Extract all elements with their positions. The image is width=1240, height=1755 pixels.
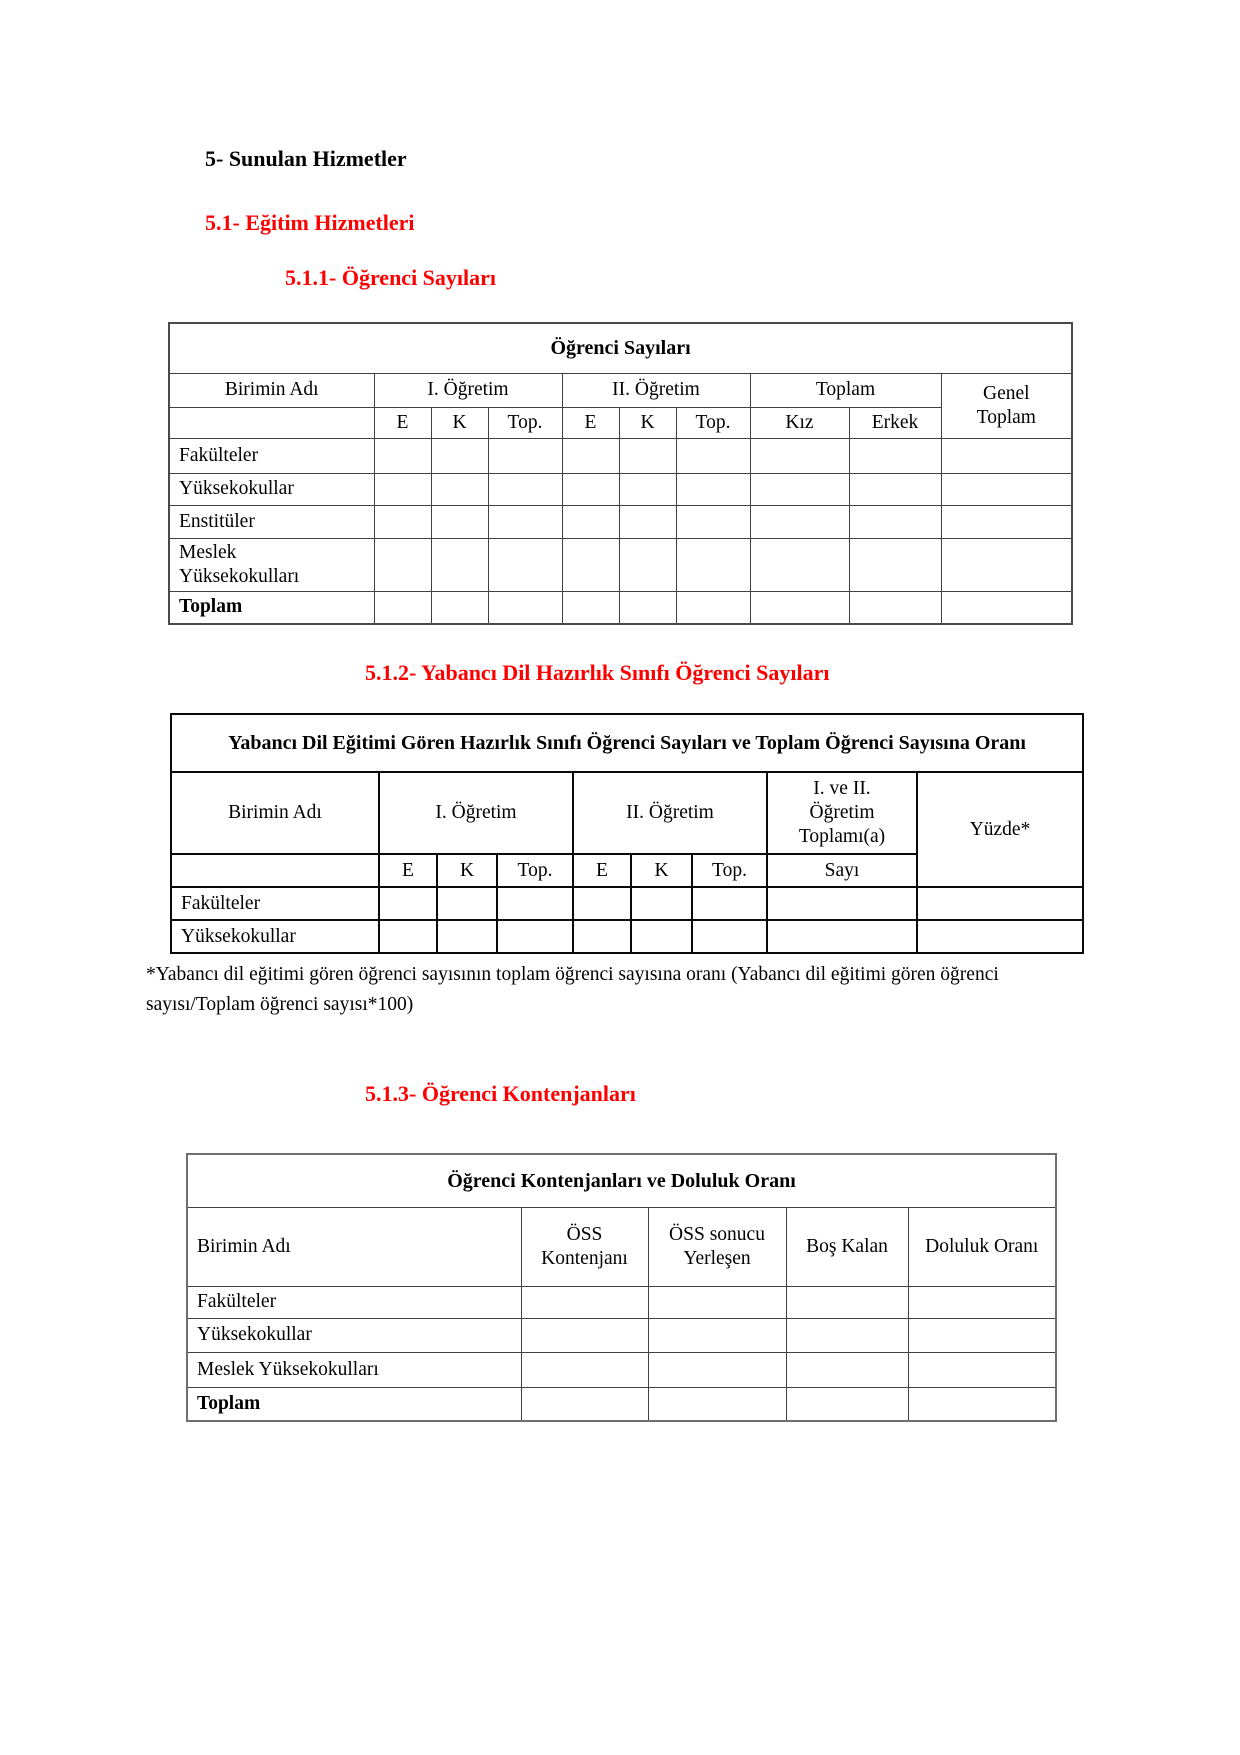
i-ve-ii-toplami-label: I. ve II. Öğretim Toplamı(a) xyxy=(798,778,886,847)
row-label: Yüksekokullar xyxy=(187,1318,521,1352)
column-header-top: Top. xyxy=(676,407,750,438)
empty-cell xyxy=(941,473,1072,505)
empty-cell xyxy=(941,591,1072,624)
table-title-row xyxy=(171,714,1083,772)
column-header-i-ve-ii-toplami xyxy=(767,772,917,854)
empty-cell xyxy=(431,538,488,591)
table-row xyxy=(171,887,1083,920)
column-header-doluluk-orani: Doluluk Oranı xyxy=(908,1207,1056,1286)
empty-cell xyxy=(169,407,374,438)
empty-cell xyxy=(750,591,849,624)
empty-cell xyxy=(676,438,750,473)
empty-cell xyxy=(488,473,562,505)
column-header-e: E xyxy=(573,854,631,887)
column-group-i-ogretim: I. Öğretim xyxy=(379,772,573,854)
empty-cell xyxy=(488,505,562,538)
empty-cell xyxy=(521,1352,648,1387)
empty-cell xyxy=(676,591,750,624)
column-header-k: K xyxy=(619,407,676,438)
empty-cell xyxy=(562,473,619,505)
empty-cell xyxy=(437,920,497,953)
empty-cell xyxy=(562,591,619,624)
empty-cell xyxy=(562,538,619,591)
table-title-row xyxy=(169,323,1072,373)
empty-cell xyxy=(750,473,849,505)
empty-cell xyxy=(619,591,676,624)
column-header-e: E xyxy=(379,854,437,887)
empty-cell xyxy=(497,887,573,920)
table-title: Öğrenci Kontenjanları ve Doluluk Oranı xyxy=(187,1154,1056,1207)
empty-cell xyxy=(488,591,562,624)
empty-cell xyxy=(692,920,767,953)
empty-cell xyxy=(750,505,849,538)
empty-cell xyxy=(431,505,488,538)
column-group-ii-ogretim: II. Öğretim xyxy=(562,373,750,407)
row-label: Meslek Yüksekokulları xyxy=(169,538,374,591)
empty-cell xyxy=(374,591,431,624)
empty-cell xyxy=(619,473,676,505)
column-header-kiz: Kız xyxy=(750,407,849,438)
empty-cell xyxy=(374,538,431,591)
empty-cell xyxy=(786,1352,908,1387)
table-row xyxy=(171,920,1083,953)
empty-cell xyxy=(631,887,692,920)
table-row xyxy=(187,1352,1056,1387)
column-header-genel-toplam xyxy=(941,373,1072,438)
quota-table xyxy=(186,1153,1057,1422)
column-group-ii-ogretim: II. Öğretim xyxy=(573,772,767,854)
empty-cell xyxy=(767,920,917,953)
empty-cell xyxy=(908,1387,1056,1421)
empty-cell xyxy=(786,1318,908,1352)
empty-cell xyxy=(750,438,849,473)
row-label: Fakülteler xyxy=(171,887,379,920)
empty-cell xyxy=(849,473,941,505)
table-header-row xyxy=(187,1207,1056,1286)
empty-cell xyxy=(941,538,1072,591)
row-label: Meslek Yüksekokulları xyxy=(187,1352,521,1387)
column-header-e: E xyxy=(562,407,619,438)
empty-cell xyxy=(648,1318,786,1352)
table-row xyxy=(187,1318,1056,1352)
empty-cell xyxy=(849,438,941,473)
genel-toplam-label: Genel Toplam xyxy=(976,382,1036,428)
empty-cell xyxy=(171,854,379,887)
column-header-oss-sonucu-yerlesen: ÖSS sonucu Yerleşen xyxy=(648,1207,786,1286)
empty-cell xyxy=(676,473,750,505)
table-row xyxy=(169,538,1072,591)
empty-cell xyxy=(374,438,431,473)
row-label: Yüksekokullar xyxy=(171,920,379,953)
column-header-yuzde: Yüzde* xyxy=(917,772,1083,887)
row-label-toplam: Toplam xyxy=(187,1387,521,1421)
heading-ogrenci-sayilari: 5.1.1- Öğrenci Sayıları xyxy=(285,265,497,290)
empty-cell xyxy=(562,438,619,473)
heading-ogrenci-kontenjanlari: 5.1.3- Öğrenci Kontenjanları xyxy=(365,1081,636,1106)
table-total-row xyxy=(169,591,1072,624)
empty-cell xyxy=(431,591,488,624)
empty-cell xyxy=(941,505,1072,538)
empty-cell xyxy=(648,1286,786,1318)
row-label: Fakülteler xyxy=(169,438,374,473)
table-header-row xyxy=(171,772,1083,854)
column-group-toplam: Toplam xyxy=(750,373,941,407)
column-header-top: Top. xyxy=(488,407,562,438)
empty-cell xyxy=(648,1387,786,1421)
heading-yabanci-dil-hazirlik: 5.1.2- Yabancı Dil Hazırlık Sınıfı Öğrenci Sayıları xyxy=(365,660,830,685)
table-title-text: Yabancı Dil Eğitimi Gören Hazırlık Sınıfı Öğrenci Sayıları ve Toplam Öğrenci Sayısına Oranı xyxy=(228,731,1026,754)
column-header-oss-kontenjani: ÖSS Kontenjanı xyxy=(521,1207,648,1286)
row-label: Yüksekokullar xyxy=(169,473,374,505)
column-group-i-ogretim: I. Öğretim xyxy=(374,373,562,407)
empty-cell xyxy=(849,538,941,591)
empty-cell xyxy=(521,1286,648,1318)
empty-cell xyxy=(619,438,676,473)
empty-cell xyxy=(676,505,750,538)
row-label: Fakülteler xyxy=(187,1286,521,1318)
row-label: Enstitüler xyxy=(169,505,374,538)
table-title-row xyxy=(187,1154,1056,1207)
empty-cell xyxy=(648,1352,786,1387)
empty-cell xyxy=(676,538,750,591)
column-header-birimin-adi: Birimin Adı xyxy=(187,1207,521,1286)
empty-cell xyxy=(908,1352,1056,1387)
column-header-k: K xyxy=(431,407,488,438)
empty-cell xyxy=(431,438,488,473)
empty-cell xyxy=(521,1318,648,1352)
column-header-top: Top. xyxy=(692,854,767,887)
column-header-k: K xyxy=(437,854,497,887)
column-header-e: E xyxy=(374,407,431,438)
empty-cell xyxy=(431,473,488,505)
row-label-toplam: Toplam xyxy=(169,591,374,624)
empty-cell xyxy=(619,538,676,591)
empty-cell xyxy=(488,538,562,591)
empty-cell xyxy=(917,920,1083,953)
empty-cell xyxy=(692,887,767,920)
column-header-bos-kalan: Boş Kalan xyxy=(786,1207,908,1286)
table-row xyxy=(169,438,1072,473)
empty-cell xyxy=(488,438,562,473)
empty-cell xyxy=(562,505,619,538)
column-header-birimin-adi: Birimin Adı xyxy=(169,373,374,407)
column-header-sayi: Sayı xyxy=(767,854,917,887)
column-header-birimin-adi: Birimin Adı xyxy=(171,772,379,854)
empty-cell xyxy=(917,887,1083,920)
prep-class-table xyxy=(170,713,1084,954)
empty-cell xyxy=(908,1318,1056,1352)
empty-cell xyxy=(849,591,941,624)
table-title xyxy=(171,714,1083,772)
empty-cell xyxy=(374,505,431,538)
empty-cell xyxy=(619,505,676,538)
table-subheader-row xyxy=(169,407,1072,438)
empty-cell xyxy=(786,1286,908,1318)
column-header-k: K xyxy=(631,854,692,887)
empty-cell xyxy=(908,1286,1056,1318)
table-header-row xyxy=(169,373,1072,407)
table-total-row xyxy=(187,1387,1056,1421)
heading-egitim-hizmetleri: 5.1- Eğitim Hizmetleri xyxy=(205,210,415,235)
empty-cell xyxy=(767,887,917,920)
empty-cell xyxy=(750,538,849,591)
empty-cell xyxy=(849,505,941,538)
student-numbers-table xyxy=(168,322,1073,625)
empty-cell xyxy=(573,920,631,953)
empty-cell xyxy=(941,438,1072,473)
empty-cell xyxy=(573,887,631,920)
heading-sunulan-hizmetler: 5- Sunulan Hizmetler xyxy=(205,146,407,171)
table-row xyxy=(169,505,1072,538)
table-row xyxy=(169,473,1072,505)
column-header-erkek: Erkek xyxy=(849,407,941,438)
table-title: Öğrenci Sayıları xyxy=(169,323,1072,373)
empty-cell xyxy=(786,1387,908,1421)
empty-cell xyxy=(374,473,431,505)
empty-cell xyxy=(379,920,437,953)
footnote: *Yabancı dil eğitimi gören öğrenci sayısının toplam öğrenci sayısına oranı (Yabancı dil eğitimi gören öğrenci sayısı/Toplam öğrenci sayısı*100) xyxy=(146,964,999,1015)
empty-cell xyxy=(521,1387,648,1421)
column-header-top: Top. xyxy=(497,854,573,887)
empty-cell xyxy=(497,920,573,953)
empty-cell xyxy=(437,887,497,920)
empty-cell xyxy=(379,887,437,920)
empty-cell xyxy=(631,920,692,953)
table-row xyxy=(187,1286,1056,1318)
